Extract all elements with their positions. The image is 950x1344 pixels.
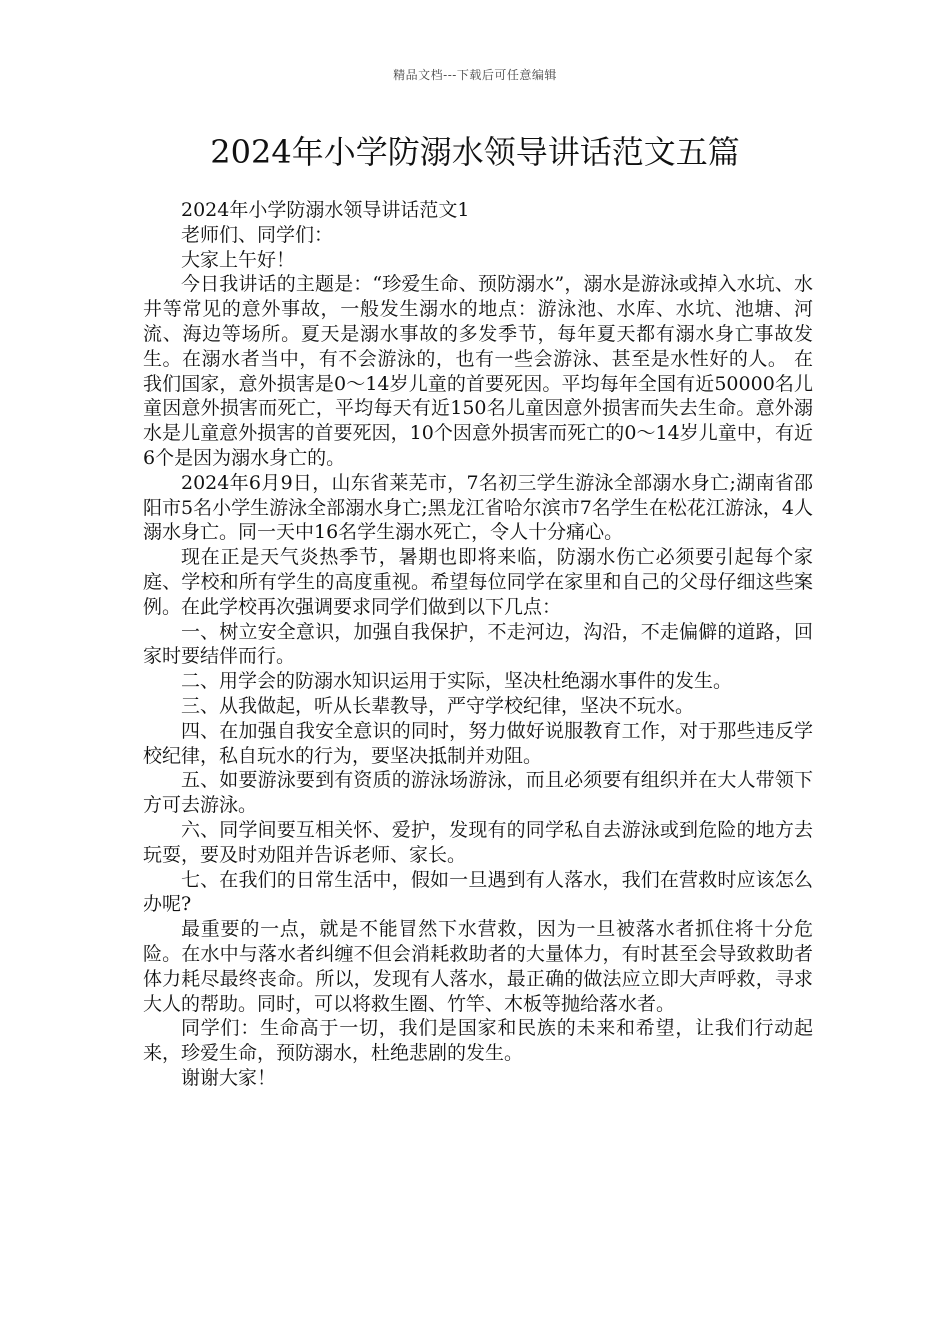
paragraph: 现在正是天气炎热季节，暑期也即将来临，防溺水伤亡必须要引起每个家庭、学校和所有学生的高度重视。希望每位同学在家里和自己的父母仔细这些案例。在此学校再次强调要求同学们做到以下几点： <box>143 546 813 618</box>
paragraph: 2024年6月9日，山东省莱芜市，7名初三学生游泳全部溺水身亡;湖南省邵阳市5名小学生游泳全部溺水身亡;黑龙江省哈尔滨市7名学生在松花江游泳，4人溺水身亡。同一天中16名学生溺水死亡，令人十分痛心。 <box>143 471 813 544</box>
list-point-3: 三、从我做起，听从长辈教导，严守学校纪律，坚决不玩水。 <box>181 694 695 717</box>
list-point-1: 一、树立安全意识，加强自我保护，不走河边，沟沿，不走偏僻的道路，回家时要结伴而行。 <box>143 620 813 668</box>
list-point-5: 五、如要游泳要到有资质的游泳场游泳，而且必须要有组织并在大人带领下方可去游泳。 <box>143 769 813 817</box>
paragraph: 今日我讲话的主题是：“珍爱生命、预防溺水”，溺水是游泳或掉入水坑、水井等常见的意外事故，一般发生溺水的地点：游泳池、水库、水坑、池塘、河流、海边等场所。夏天是溺水事故的多发季节，每年夏天都有溺水身亡事故发生。在溺水者当中，有不会游泳的，也有一些会游泳、甚至是水性好的人。 在我们国家，意外损害是0～14岁儿童的首要死因。平均每年全国有近50000名儿童因意外损害而死亡，平均每天有近150名儿童因意外损害而失去生命。意外溺水是儿童意外损害的首要死因，10个因意外损害而死亡的0～14岁儿童中，有近6个是因为溺水身亡的。 <box>143 273 813 469</box>
paragraph-greeting-morning: 大家上午好！ <box>181 248 296 271</box>
list-point-4: 四、在加强自我安全意识的同时，努力做好说服教育工作，对于那些违反学校纪律，私自玩水的行为，要坚决抵制并劝阻。 <box>143 719 813 767</box>
list-point-7: 七、在我们的日常生活中，假如一旦遇到有人落水，我们在营救时应该怎么办呢? <box>143 868 813 916</box>
list-point-2: 二、用学会的防溺水知识运用于实际，坚决杜绝溺水事件的发生。 <box>181 670 733 693</box>
list-point-6: 六、同学间要互相关怀、爱护，发现有的同学私自去游泳或到危险的地方去玩耍，要及时劝阻并告诉老师、家长。 <box>143 818 813 866</box>
page-header: 精品文档---下载后可任意编辑 <box>393 68 557 82</box>
paragraph-greeting-audience: 老师们、同学们： <box>181 223 334 246</box>
document-body <box>143 198 813 1091</box>
paragraph: 最重要的一点，就是不能冒然下水营救，因为一旦被落水者抓住将十分危险。在水中与落水者纠缠不但会消耗救助者的大量体力，有时甚至会导致救助者体力耗尽最终丧命。所以，发现有人落水，最正确的做法应立即大声呼救，寻求大人的帮助。同时，可以将救生圈、竹竿、木板等抛给落水者。 <box>143 918 813 1015</box>
paragraph-closing: 同学们：生命高于一切，我们是国家和民族的未来和希望，让我们行动起来，珍爱生命，预防溺水，杜绝悲剧的发生。 <box>143 1017 813 1065</box>
document-title: 2024年小学防溺水领导讲话范文五篇 <box>210 133 740 171</box>
paragraph-thanks: 谢谢大家！ <box>181 1066 277 1089</box>
paragraph-subtitle: 2024年小学防溺水领导讲话范文1 <box>181 199 470 221</box>
